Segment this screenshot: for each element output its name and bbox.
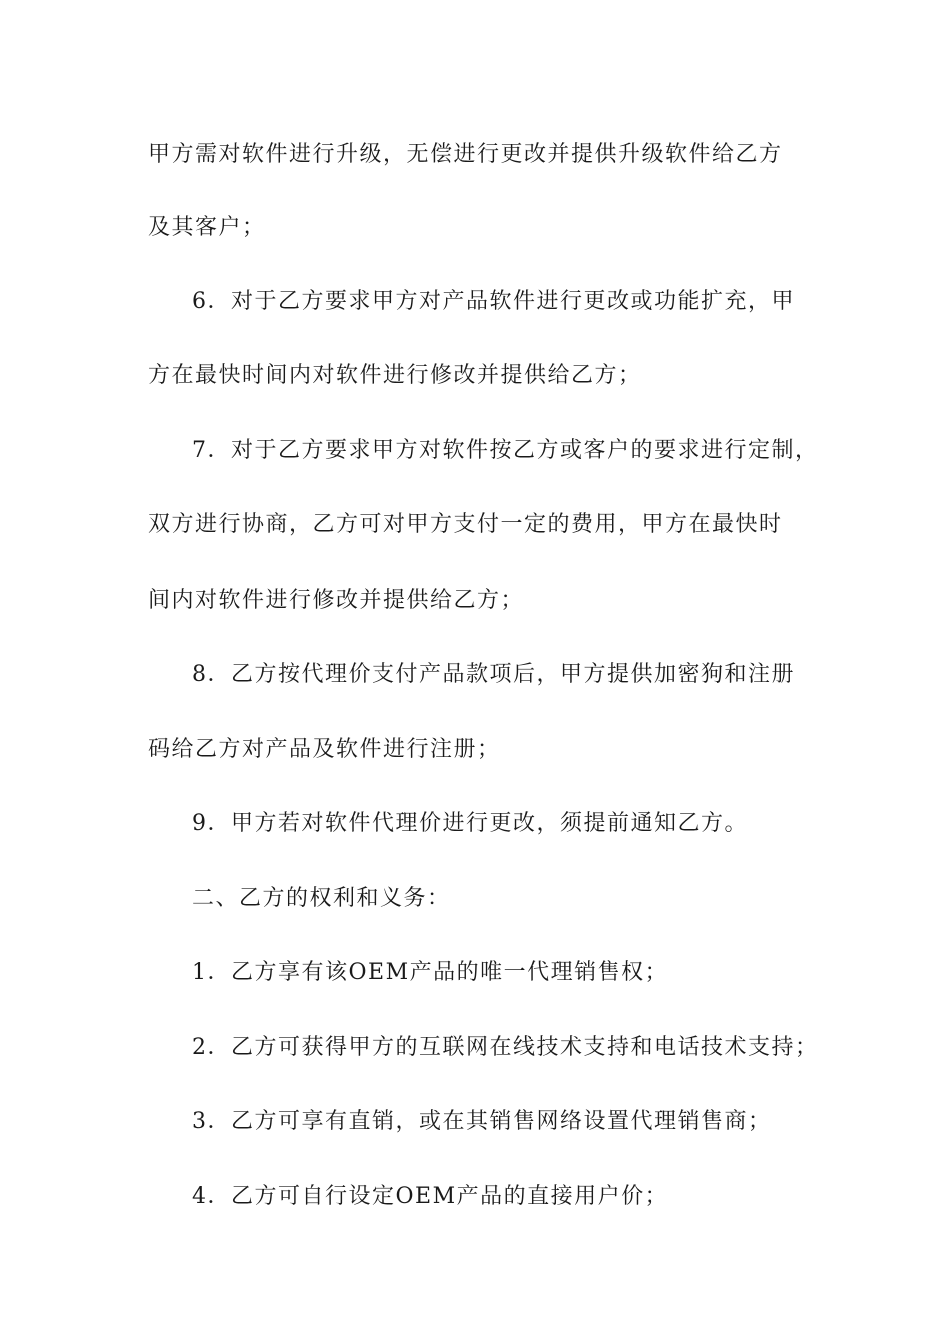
text-line: 及其客户； [148, 215, 266, 240]
list-item-4: 4．乙方可自行设定OEM产品的直接用户价； [192, 1184, 669, 1209]
section-heading: 二、乙方的权利和义务： [192, 886, 451, 911]
list-item-8: 8．乙方按代理价支付产品款项后，甲方提供加密狗和注册 [192, 662, 795, 687]
text-line: 码给乙方对产品及软件进行注册； [148, 737, 501, 762]
text-line: 间内对软件进行修改并提供给乙方； [148, 588, 525, 613]
list-item-3: 3．乙方可享有直销，或在其销售网络设置代理销售商； [192, 1109, 772, 1134]
list-item-7: 7．对于乙方要求甲方对软件按乙方或客户的要求进行定制， [192, 438, 819, 463]
list-item-6: 6．对于乙方要求甲方对产品软件进行更改或功能扩充，甲 [192, 289, 795, 314]
text-line: 方在最快时间内对软件进行修改并提供给乙方； [148, 363, 642, 388]
text-line: 双方进行协商，乙方可对甲方支付一定的费用，甲方在最快时 [148, 512, 783, 537]
list-item-1: 1．乙方享有该OEM产品的唯一代理销售权； [192, 960, 669, 985]
list-item-2: 2．乙方可获得甲方的互联网在线技术支持和电话技术支持； [192, 1035, 819, 1060]
text-line: 甲方需对软件进行升级，无偿进行更改并提供升级软件给乙方 [148, 142, 783, 167]
list-item-9: 9．甲方若对软件代理价进行更改，须提前通知乙方。 [192, 811, 748, 836]
